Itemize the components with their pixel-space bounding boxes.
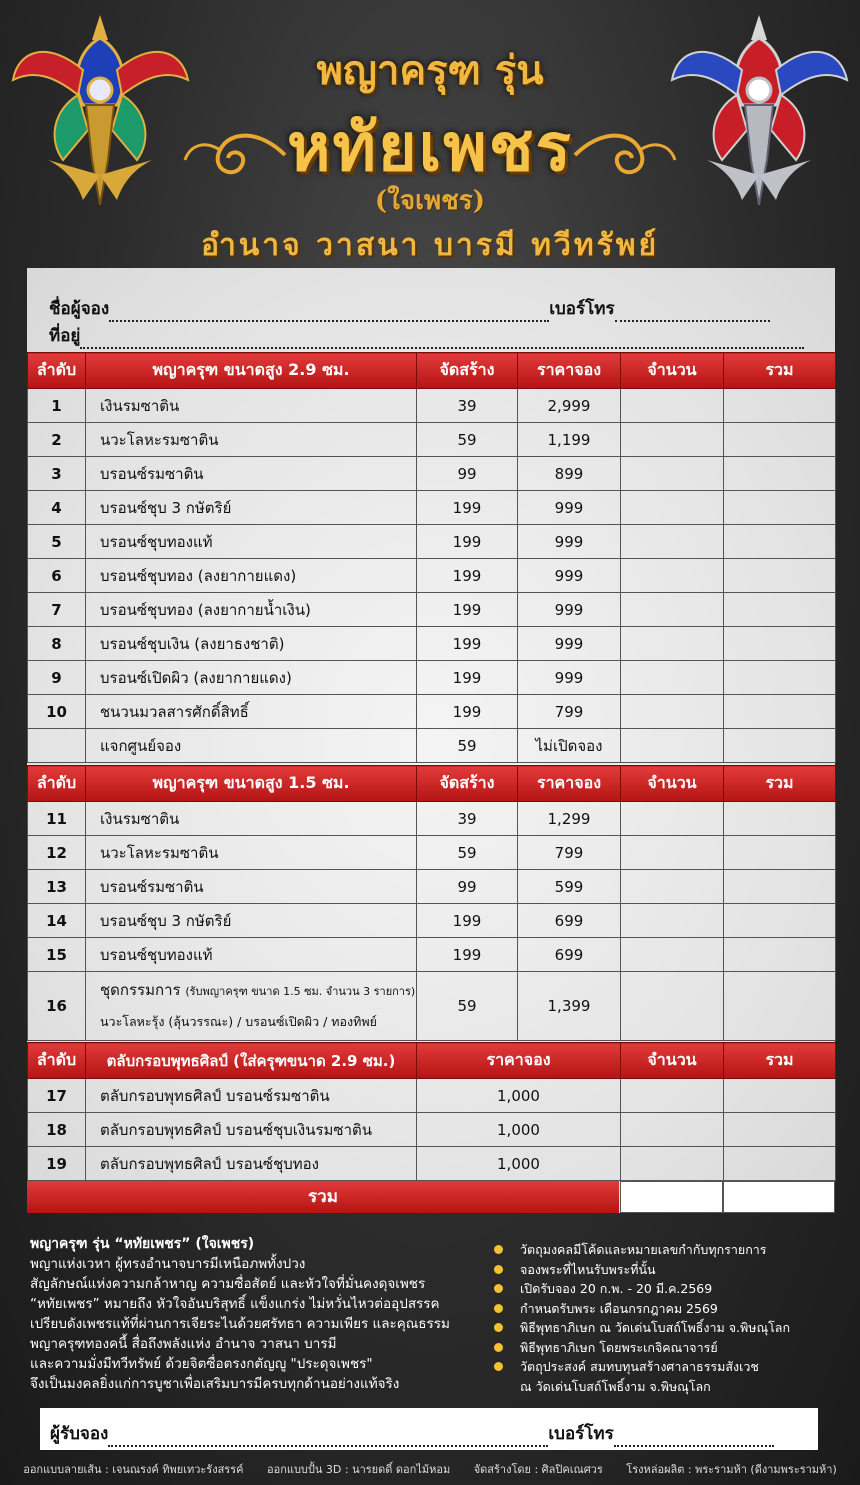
header-quantity: จำนวน: [621, 766, 724, 802]
row-number: 17: [28, 1079, 86, 1113]
row-number: 19: [28, 1147, 86, 1181]
table-row: [28, 491, 836, 525]
item-quantity-made: 199: [417, 661, 518, 695]
header-no: ลำดับ: [28, 353, 86, 389]
item-name: เงินรมซาติน: [86, 802, 417, 836]
quantity-cell[interactable]: [621, 525, 724, 559]
header-price: ราคาจอง: [417, 1043, 621, 1079]
item-quantity-made: 199: [417, 695, 518, 729]
total-cell[interactable]: [724, 423, 836, 457]
total-cell[interactable]: [724, 1147, 836, 1181]
item-quantity-made: 99: [417, 457, 518, 491]
item-quantity-made: 199: [417, 904, 518, 938]
total-cell[interactable]: [724, 904, 836, 938]
item-name: บรอนซ์ชุบทองแท้: [86, 525, 417, 559]
item-name: บรอนซ์ชุบ 3 กษัตริย์: [86, 904, 417, 938]
note-item: [492, 1318, 852, 1338]
item-quantity-made: 59: [417, 972, 518, 1041]
set-name: ชุดกรรมการ: [100, 981, 181, 999]
row-number: 2: [28, 423, 86, 457]
set-items: นวะโลหะรุ้ง (ลุ้นวรรณะ) / บรอนซ์เปิดผิว / ทองทิพย์: [100, 1014, 377, 1029]
set-note: (รับพญาครุฑ ขนาด 1.5 ซม. จำนวน 3 รายการ): [185, 985, 416, 998]
table-section-1: [27, 352, 836, 763]
table-row: [28, 938, 836, 972]
receiver-box: [40, 1408, 818, 1450]
item-quantity-made: 199: [417, 525, 518, 559]
quantity-cell[interactable]: [621, 661, 724, 695]
row-number: 15: [28, 938, 86, 972]
credit-line-designer: ออกแบบลายเส้น : เจนณรงค์ ทิพยเทวะรังสรรค์: [23, 1463, 244, 1476]
item-name-set: [86, 972, 417, 1041]
note-text: ณ วัดเด่นโบสถ์โพธิ์งาม จ.พิษณุโลก: [520, 1378, 711, 1394]
quantity-cell[interactable]: [621, 593, 724, 627]
item-name: บรอนซ์รมซาติน: [86, 870, 417, 904]
row-number: 8: [28, 627, 86, 661]
item-price: 899: [518, 457, 621, 491]
receiver-phone-label: เบอร์โทร: [548, 1424, 614, 1444]
item-price: 1,299: [518, 802, 621, 836]
item-name: บรอนซ์เปิดผิว (ลงยากายแดง): [86, 661, 417, 695]
row-number: 12: [28, 836, 86, 870]
row-number: 10: [28, 695, 86, 729]
table-row: [28, 457, 836, 491]
item-price: 999: [518, 525, 621, 559]
credit-line-foundry: โรงหล่อผลิต : พระรามห้า (ดีงามพระรามห้า): [626, 1463, 837, 1476]
total-cell[interactable]: [724, 491, 836, 525]
row-number: 9: [28, 661, 86, 695]
address-label: ที่อยู่: [49, 326, 81, 346]
table-row: [28, 389, 836, 423]
header-quantity: จำนวน: [621, 1043, 724, 1079]
description-line: และความมั่งมีทวีทรัพย์ ด้วยจิตซื่อตรงกตัญญู "ประดุจเพชร": [30, 1356, 373, 1372]
total-cell[interactable]: [724, 802, 836, 836]
item-name: บรอนซ์ชุบ 3 กษัตริย์: [86, 491, 417, 525]
quantity-cell[interactable]: [621, 904, 724, 938]
total-cell[interactable]: [724, 938, 836, 972]
item-price: 699: [518, 904, 621, 938]
item-quantity-made: 199: [417, 559, 518, 593]
table-row: [28, 729, 836, 763]
header-made: จัดสร้าง: [417, 766, 518, 802]
note-text: วัตถุมงคลมีโค้ดและหมายเลขกำกับทุกรายการ: [520, 1242, 767, 1257]
quantity-cell[interactable]: [621, 802, 724, 836]
item-price: 1,399: [518, 972, 621, 1041]
description-line: พญาแห่งเวหา ผู้ทรงอำนาจบารมีเหนือภพทั้งปวง: [30, 1256, 306, 1272]
item-name: บรอนซ์ชุบเงิน (ลงยาธงชาติ): [86, 627, 417, 661]
row-number: 4: [28, 491, 86, 525]
name-label: ชื่อผู้จอง: [49, 299, 110, 319]
title-slogan: อำนาจ วาสนา บารมี ทวีทรัพย์: [200, 228, 660, 263]
table-row: [28, 525, 836, 559]
item-price: ไม่เปิดจอง: [518, 729, 621, 763]
item-quantity-made: 199: [417, 593, 518, 627]
total-cell[interactable]: [724, 836, 836, 870]
item-name: บรอนซ์ชุบทอง (ลงยากายน้ำเงิน): [86, 593, 417, 627]
item-price: 1,000: [417, 1113, 621, 1147]
item-name: แจกศูนย์จอง: [86, 729, 417, 763]
row-number: 3: [28, 457, 86, 491]
header-item: ตลับกรอบพุทธศิลป์ (ใส่ครุฑขนาด 2.9 ซม.): [86, 1043, 417, 1079]
table-row-set: [28, 972, 836, 1041]
row-number: 13: [28, 870, 86, 904]
quantity-cell[interactable]: [621, 938, 724, 972]
description-line: เปรียบดังเพชรแท้ที่ผ่านการเจียระไนด้วยศรัทธา ความเพียร และคุณธรรม: [30, 1316, 450, 1332]
item-price: 699: [518, 938, 621, 972]
item-name: บรอนซ์รมซาติน: [86, 457, 417, 491]
quantity-cell[interactable]: [621, 1147, 724, 1181]
total-cell[interactable]: [724, 627, 836, 661]
item-quantity-made: 199: [417, 491, 518, 525]
title-line-1: พญาครุฑ รุ่น: [316, 47, 544, 94]
item-price: 1,000: [417, 1079, 621, 1113]
quantity-cell[interactable]: [621, 491, 724, 525]
receiver-label: ผู้รับจอง: [50, 1424, 109, 1444]
item-quantity-made: 99: [417, 870, 518, 904]
bullet-icon: [494, 1284, 503, 1293]
header-total: รวม: [724, 766, 836, 802]
header-item: พญาครุฑ ขนาดสูง 2.9 ซม.: [86, 353, 417, 389]
receiver-field-row[interactable]: [50, 1420, 774, 1447]
table-row: [28, 627, 836, 661]
table-row: [28, 836, 836, 870]
item-name: ตลับกรอบพุทธศิลป์ บรอนซ์ชุบทอง: [86, 1147, 417, 1181]
item-quantity-made: 59: [417, 423, 518, 457]
header: [0, 0, 860, 265]
total-cell[interactable]: [724, 661, 836, 695]
table-header-row: [28, 1043, 836, 1079]
note-item: [492, 1240, 852, 1260]
item-price: 799: [518, 836, 621, 870]
note-text: พิธีพุทธาภิเษก โดยพระเกจิคณาจารย์: [520, 1339, 718, 1355]
order-form: [27, 268, 835, 1213]
item-name: เงินรมซาติน: [86, 389, 417, 423]
quantity-cell[interactable]: [621, 627, 724, 661]
description-block: [30, 1234, 480, 1394]
row-number: 18: [28, 1113, 86, 1147]
item-price: 1,199: [518, 423, 621, 457]
item-price: 599: [518, 870, 621, 904]
name-field-row[interactable]: [49, 295, 770, 322]
item-name: บรอนซ์ชุบทองแท้: [86, 938, 417, 972]
bullet-icon: [494, 1265, 503, 1274]
quantity-cell[interactable]: [621, 1079, 724, 1113]
total-cell[interactable]: [724, 1113, 836, 1147]
note-item: [492, 1260, 852, 1280]
quantity-cell[interactable]: [621, 870, 724, 904]
quantity-cell[interactable]: [621, 389, 724, 423]
row-number: 7: [28, 593, 86, 627]
total-cell[interactable]: [724, 695, 836, 729]
header-made: จัดสร้าง: [417, 353, 518, 389]
notes-list: [492, 1240, 852, 1396]
table-row: [28, 559, 836, 593]
description-line: “หทัยเพชร” หมายถึง หัวใจอันบริสุทธิ์ แข็งแกร่ง ไม่หวั่นไหวต่ออุปสรรค: [30, 1296, 440, 1312]
header-item: พญาครุฑ ขนาดสูง 1.5 ซม.: [86, 766, 417, 802]
row-number: 16: [28, 972, 86, 1041]
bullet-icon: [494, 1323, 503, 1332]
total-cell[interactable]: [724, 870, 836, 904]
total-cell[interactable]: [724, 457, 836, 491]
bullet-icon: [494, 1362, 503, 1371]
name-blank[interactable]: [109, 306, 549, 322]
total-cell[interactable]: [724, 389, 836, 423]
table-row: [28, 1147, 836, 1181]
quantity-cell[interactable]: [621, 729, 724, 763]
item-price: 999: [518, 559, 621, 593]
address-field-row[interactable]: [49, 322, 804, 349]
description-line: สัญลักษณ์แห่งความกล้าหาญ ความซื่อสัตย์ และหัวใจที่มั่นคงดุจเพชร: [30, 1276, 426, 1292]
table-row: [28, 1113, 836, 1147]
note-text: พิธีพุทธาภิเษก ณ วัดเด่นโบสถ์โพธิ์งาม จ.พิษณุโลก: [520, 1320, 791, 1335]
item-price: 799: [518, 695, 621, 729]
note-item: [492, 1279, 852, 1299]
grand-total-label: รวม: [27, 1181, 619, 1213]
grand-total-quantity-cell[interactable]: [620, 1181, 723, 1213]
table-section-3: [27, 1042, 836, 1181]
grand-total-amount-cell[interactable]: [723, 1181, 835, 1213]
table-row: [28, 802, 836, 836]
item-price: 999: [518, 627, 621, 661]
note-text: เปิดรับจอง 20 ก.พ. - 20 มี.ค.2569: [520, 1281, 713, 1296]
row-number: 1: [28, 389, 86, 423]
phone-label: เบอร์โทร: [549, 299, 615, 319]
table-row: [28, 593, 836, 627]
total-cell[interactable]: [724, 559, 836, 593]
quantity-cell[interactable]: [621, 695, 724, 729]
item-price: 999: [518, 593, 621, 627]
table-row: [28, 904, 836, 938]
quantity-cell[interactable]: [621, 559, 724, 593]
row-number: 6: [28, 559, 86, 593]
total-cell[interactable]: [724, 525, 836, 559]
total-cell[interactable]: [724, 729, 836, 763]
note-item: [492, 1357, 852, 1396]
credits-footer: [0, 1460, 860, 1478]
note-text: วัตถุประสงค์ สมทบทุนสร้างศาลาธรรมสังเวช: [520, 1359, 759, 1374]
table-row: [28, 695, 836, 729]
item-price: 999: [518, 661, 621, 695]
receiver-phone-blank[interactable]: [614, 1431, 774, 1447]
total-cell[interactable]: [724, 593, 836, 627]
item-quantity-made: 59: [417, 729, 518, 763]
total-cell[interactable]: [724, 972, 836, 1041]
row-number: 11: [28, 802, 86, 836]
item-quantity-made: 39: [417, 389, 518, 423]
header-no: ลำดับ: [28, 766, 86, 802]
note-text: จองพระที่ไหนรับพระที่นั้น: [520, 1261, 656, 1277]
header-no: ลำดับ: [28, 1043, 86, 1079]
item-quantity-made: 199: [417, 627, 518, 661]
header-price: ราคาจอง: [518, 353, 621, 389]
item-price: 999: [518, 491, 621, 525]
bullet-icon: [494, 1343, 503, 1352]
row-number: [28, 729, 86, 763]
credit-line-producer: จัดสร้างโดย : ศิลปิคเณศวร: [473, 1463, 603, 1476]
table-header-row: [28, 353, 836, 389]
title-subtitle: (ใจเพชร): [374, 186, 486, 216]
table-row: [28, 661, 836, 695]
item-name: นวะโลหะรมซาติน: [86, 836, 417, 870]
item-name: ตลับกรอบพุทธศิลป์ บรอนซ์ชุบเงินรมซาติน: [86, 1113, 417, 1147]
item-name: บรอนซ์ชุบทอง (ลงยากายแดง): [86, 559, 417, 593]
phone-blank[interactable]: [615, 306, 770, 322]
table-row: [28, 423, 836, 457]
quantity-cell[interactable]: [621, 1113, 724, 1147]
note-text: กำหนดรับพระ เดือนกรกฎาคม 2569: [520, 1300, 718, 1316]
header-quantity: จำนวน: [621, 353, 724, 389]
description-line: พญาครุฑทองคนี้ สื่อถึงพลังแห่ง อำนาจ วาสนา บารมี: [30, 1336, 337, 1352]
table-row: [28, 870, 836, 904]
table-section-2: [27, 765, 836, 1041]
receiver-blank[interactable]: [108, 1431, 548, 1447]
quantity-cell[interactable]: [621, 423, 724, 457]
row-number: 14: [28, 904, 86, 938]
item-quantity-made: 59: [417, 836, 518, 870]
address-blank[interactable]: [80, 333, 804, 349]
total-cell[interactable]: [724, 1079, 836, 1113]
bullet-icon: [494, 1304, 503, 1313]
header-total: รวม: [724, 353, 836, 389]
item-name: นวะโลหะรมซาติน: [86, 423, 417, 457]
bullet-icon: [494, 1245, 503, 1254]
note-item: [492, 1338, 852, 1358]
header-total: รวม: [724, 1043, 836, 1079]
item-price: 2,999: [518, 389, 621, 423]
header-price: ราคาจอง: [518, 766, 621, 802]
item-quantity-made: 39: [417, 802, 518, 836]
description-heading: พญาครุฑ รุ่น “หทัยเพชร” (ใจเพชร): [30, 1236, 255, 1252]
quantity-cell[interactable]: [621, 972, 724, 1041]
quantity-cell[interactable]: [621, 836, 724, 870]
description-line: จึงเป็นมงคลยิ่งแก่การบูชาเพื่อเสริมบารมีครบทุกด้านอย่างแท้จริง: [30, 1376, 400, 1392]
item-price: 1,000: [417, 1147, 621, 1181]
credit-line-sculptor: ออกแบบปั้น 3D : นารยดดิ์ ดอกไม้หอม: [266, 1463, 451, 1476]
note-item: [492, 1299, 852, 1319]
item-name: ชนวนมวลสารศักดิ์สิทธิ์: [86, 695, 417, 729]
quantity-cell[interactable]: [621, 457, 724, 491]
table-header-row: [28, 766, 836, 802]
item-quantity-made: 199: [417, 938, 518, 972]
item-name: ตลับกรอบพุทธศิลป์ บรอนซ์รมซาติน: [86, 1079, 417, 1113]
title-main: หทัยเพชร: [287, 108, 573, 186]
row-number: 5: [28, 525, 86, 559]
table-row: [28, 1079, 836, 1113]
